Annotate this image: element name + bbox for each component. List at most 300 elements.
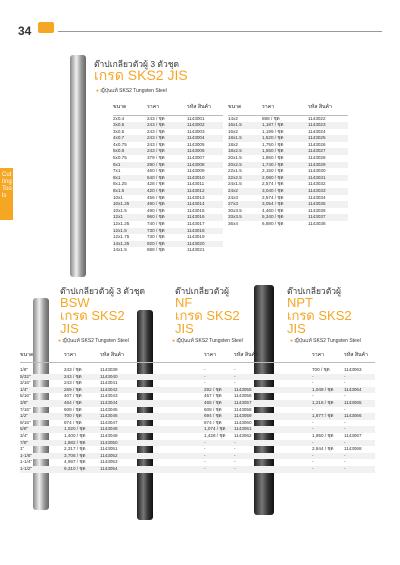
cell-code: 1143010 xyxy=(187,175,223,182)
cell-npt-code: - xyxy=(344,393,346,399)
table-row xyxy=(228,168,348,175)
table-row xyxy=(113,247,223,254)
cell-price: 1,187 / ชุด xyxy=(262,122,308,129)
page-number: 34 xyxy=(18,24,32,38)
cell-nf-price: - xyxy=(204,459,206,465)
cell-code: 1143013 xyxy=(187,194,205,200)
cell-size: 20x2.5 xyxy=(228,162,262,169)
cell-code: 1143009 xyxy=(187,168,205,174)
bsw-subtitle: ต๊าปเกลียวตัวผู้ 3 ตัวชุด xyxy=(60,286,146,296)
bsw-title: BSW xyxy=(60,295,90,310)
table-row xyxy=(228,195,348,202)
cell-size: 14x1.25 xyxy=(113,241,147,248)
table-row xyxy=(113,168,223,175)
cell-npt-price: 1,049 / ชุด xyxy=(312,387,344,394)
cell-size: 12x1.25 xyxy=(113,221,130,226)
cell-nf-code: - xyxy=(234,374,312,381)
cell-price: 3,040 / ชุด xyxy=(262,188,308,195)
top-section-note xyxy=(96,87,167,95)
bsw-note-text: ญี่ปุ่นแท้ SKS2 Tungsten Steel xyxy=(62,338,129,344)
cell-price: 243 / ชุด xyxy=(147,128,165,134)
cell-size: 18x1.5 xyxy=(228,135,262,142)
cell-code: 1143022 xyxy=(308,115,326,121)
cell-price: 1,850 / ชุด xyxy=(262,155,284,161)
cell-npt-code: - xyxy=(344,453,375,460)
cell-npt-code: - xyxy=(344,426,375,433)
cell-code: 1143033 xyxy=(308,188,348,195)
npt-note-text: ญี่ปุ่นแท้ SKS2 Tungsten Steel xyxy=(294,338,361,344)
cell-size: 20x1.5 xyxy=(228,155,242,161)
cell-size: 3/4" xyxy=(20,432,29,438)
cell-size: 7/16" xyxy=(20,406,31,412)
cell-npt-price: - xyxy=(312,374,344,381)
cell-bsw-code: 1143052 xyxy=(100,453,204,460)
cell-npt-price: - xyxy=(312,419,314,425)
cell-code: 1143018 xyxy=(187,228,223,235)
cell-npt-price: - xyxy=(312,426,344,433)
cell-nf-code: - xyxy=(234,367,236,372)
cell-npt-price: 2,944 / ชุด xyxy=(312,446,334,452)
cell-size: 7/8" xyxy=(20,440,64,447)
nf-standard: JIS xyxy=(175,321,194,336)
table-row xyxy=(20,440,375,447)
col-code-header: รหัส สินค้า xyxy=(308,100,348,115)
cell-bsw-code: 1143040 xyxy=(100,374,204,381)
cell-size: 10x1 xyxy=(113,194,123,200)
top-section-title: เกรด SKS2 JIS xyxy=(94,67,188,83)
table-row xyxy=(113,201,223,208)
bsw-standard: JIS xyxy=(60,321,79,336)
cell-nf-price: 1,428 / ชุด xyxy=(204,432,226,438)
cell-bsw-code: 1143047 xyxy=(100,419,118,425)
cell-code: 1143003 xyxy=(187,128,205,134)
cell-size: 5/8" xyxy=(20,426,64,433)
cell-size: 22x1.5 xyxy=(228,168,242,174)
cell-price: 2,574 / ชุด xyxy=(262,181,284,187)
cell-bsw-code: 1143050 xyxy=(100,440,204,447)
cell-nf-price: - xyxy=(204,367,206,372)
cell-price: 460 / ชุด xyxy=(147,168,165,174)
cell-code: 1143032 xyxy=(308,181,326,187)
brand-logo-icon xyxy=(38,22,54,33)
cell-price: 730 / ชุด xyxy=(147,234,165,240)
cell-code: 1143008 xyxy=(187,162,223,169)
table-row xyxy=(228,135,348,142)
col-size-header: ขนาด xyxy=(228,100,262,115)
cell-npt-code: - xyxy=(344,466,375,473)
nf-title: NF xyxy=(175,295,193,310)
cell-size: 22x2.5 xyxy=(228,175,262,182)
cell-price: 540 / ชุด xyxy=(147,175,187,182)
cell-nf-code: - xyxy=(234,440,312,447)
cell-bsw-code: 1143054 xyxy=(100,466,204,473)
col-bsw-code-header: รหัส สินค้า xyxy=(100,352,124,358)
cell-code: 1143026 xyxy=(308,141,326,147)
cell-bsw-price: 608 / ชุด xyxy=(64,406,82,412)
cell-price: 456 / ชุด xyxy=(147,194,165,200)
table-row xyxy=(113,181,223,188)
col-size-header: ขนาด xyxy=(113,100,147,115)
cell-nf-code: 1143061 xyxy=(234,426,312,433)
cell-size: 24x3 xyxy=(228,194,238,200)
cell-price: 243 / ชุด xyxy=(147,135,187,142)
cell-bsw-code: 1143041 xyxy=(100,380,118,386)
cell-nf-code: 1143058 xyxy=(234,406,252,412)
cell-npt-price: - xyxy=(312,406,314,412)
cell-size: 30x3.5 xyxy=(228,207,242,213)
table-row xyxy=(113,214,223,221)
cell-size: 4x0.7 xyxy=(113,135,147,142)
cell-npt-code: - xyxy=(344,380,346,386)
table-row xyxy=(20,407,375,414)
cell-size: 8x1 xyxy=(113,175,147,182)
cell-size: 24x1.5 xyxy=(228,181,242,187)
table-row xyxy=(20,387,375,394)
cell-code: 1143017 xyxy=(187,221,205,226)
cell-nf-code: 1143062 xyxy=(234,432,252,438)
nf-note-text: ญี่ปุ่นแท้ SKS2 Tungsten Steel xyxy=(176,338,243,344)
cell-nf-code: 1143056 xyxy=(234,393,252,399)
cell-bsw-code: 1143048 xyxy=(100,426,204,433)
cell-npt-code: 1143064 xyxy=(344,387,375,394)
cell-nf-code: 1143055 xyxy=(234,387,312,394)
bullet-icon: ● xyxy=(172,338,177,344)
cell-npt-price: - xyxy=(312,393,314,399)
cell-bsw-price: 700 / ชุด xyxy=(64,413,100,420)
cell-code: 1143001 xyxy=(187,115,205,121)
cell-code: 1143012 xyxy=(187,188,223,195)
table-row xyxy=(20,466,375,473)
cell-price: 243 / ชุด xyxy=(147,148,187,155)
top-note-text: ญี่ปุ่นแท้ SKS2 Tungsten Steel xyxy=(100,88,167,94)
cell-price: 920 / ชุด xyxy=(147,241,187,248)
cell-bsw-price: 2,317 / ชุด xyxy=(64,446,86,452)
cell-npt-code: 1143063 xyxy=(344,367,362,372)
cell-npt-code: - xyxy=(344,459,346,465)
cell-bsw-price: 1,020 / ชุด xyxy=(64,426,100,433)
cell-npt-code: - xyxy=(344,419,346,425)
cell-npt-code: 1143066 xyxy=(344,413,375,420)
table-row xyxy=(228,201,348,208)
cell-size: 12x1 xyxy=(113,214,147,221)
metric-table-left xyxy=(113,100,223,254)
cell-nf-price: 457 / ชุด xyxy=(204,393,222,399)
cell-price: 1,550 / ชุด xyxy=(262,148,308,155)
table-row xyxy=(113,155,223,162)
cell-nf-code: - xyxy=(234,459,236,465)
cell-price: 5,340 / ชุด xyxy=(262,214,308,221)
table-row xyxy=(228,188,348,195)
table-row xyxy=(228,175,348,182)
cell-bsw-price: 1,400 / ชุด xyxy=(64,432,86,438)
cell-bsw-price: 464 / ชุด xyxy=(64,400,100,407)
cell-size: 3/16" xyxy=(20,380,31,386)
cell-nf-price: - xyxy=(204,466,234,473)
cell-size: 12x1.5 xyxy=(113,228,147,235)
table-row xyxy=(20,367,375,374)
npt-grade: เกรด SKS2 xyxy=(287,308,352,323)
cell-npt-price: - xyxy=(312,466,344,473)
cell-price: 888 / ชุด xyxy=(147,247,165,253)
cell-npt-price: - xyxy=(312,380,314,386)
nf-subtitle: ต๊าปเกลียวตัวผู้ xyxy=(175,286,229,296)
cell-size: 5x0.8 xyxy=(113,148,147,155)
table-row xyxy=(113,234,223,241)
table-row xyxy=(20,374,375,381)
cell-size: 3x0.5 xyxy=(113,128,125,134)
cell-npt-price: 1,216 / ชุด xyxy=(312,400,344,407)
cell-size: 16x1.5 xyxy=(228,122,262,129)
bullet-icon: ● xyxy=(58,338,63,344)
cell-npt-price: - xyxy=(312,440,344,447)
cell-code: 1143019 xyxy=(187,234,205,240)
imperial-table xyxy=(20,367,375,473)
cell-size: 1/4" xyxy=(20,387,64,394)
cell-code: 1143027 xyxy=(308,148,348,155)
cell-nf-price: 1,074 / ชุด xyxy=(204,426,234,433)
npt-note xyxy=(290,337,361,345)
table-row xyxy=(113,208,223,215)
table-row xyxy=(113,135,223,142)
cell-bsw-price: 1,882 / ชุด xyxy=(64,440,100,447)
table-row xyxy=(113,221,223,228)
cell-npt-code: 1143067 xyxy=(344,432,362,438)
table-row xyxy=(20,393,375,400)
tap-set-image-metric xyxy=(70,55,86,277)
cell-code: 1143031 xyxy=(308,175,348,182)
cell-bsw-price: 243 / ชุด xyxy=(64,374,100,381)
table-row xyxy=(228,162,348,169)
cell-size: 3x0.5 xyxy=(113,122,147,129)
cell-nf-code: - xyxy=(234,466,312,473)
cell-price: 290 / ชุด xyxy=(147,162,187,169)
cell-bsw-code: 1143043 xyxy=(100,393,118,399)
cell-code: 1143036 xyxy=(308,207,326,213)
cell-size: 1/2" xyxy=(20,413,64,420)
cell-size: 8x1.25 xyxy=(113,181,127,187)
cell-price: 243 / ชุด xyxy=(147,141,165,147)
cell-size: 1/8" xyxy=(20,367,29,372)
table-row xyxy=(113,195,223,202)
cell-code: 1143021 xyxy=(187,247,205,253)
table-row xyxy=(228,129,348,136)
cell-size: 1-1/2" xyxy=(20,466,64,473)
cell-nf-price: - xyxy=(204,440,234,447)
cell-npt-price: 700 / ชุด xyxy=(312,367,330,372)
col-code-header: รหัส สินค้า xyxy=(187,100,223,115)
table-row xyxy=(20,426,375,433)
cell-bsw-code: 1143051 xyxy=(100,446,118,452)
cell-code: 1143020 xyxy=(187,241,223,248)
table-row xyxy=(228,148,348,155)
nf-note xyxy=(172,337,243,345)
cell-nf-price: - xyxy=(204,374,234,381)
cell-price: 379 / ชุด xyxy=(147,155,165,161)
cell-size: 4x0.75 xyxy=(113,141,127,147)
cell-code: 1143024 xyxy=(308,128,326,134)
bsw-grade: เกรด SKS2 xyxy=(60,308,125,323)
cell-size: 24x2 xyxy=(228,188,262,195)
bsw-note xyxy=(58,337,129,345)
cell-npt-price: - xyxy=(312,459,314,465)
cell-price: 888 / ชุด xyxy=(262,115,280,121)
cell-nf-price: 465 / ชุด xyxy=(204,400,234,407)
cell-npt-code: - xyxy=(344,406,346,412)
cell-npt-price: 1,877 / ชุด xyxy=(312,413,344,420)
cell-code: 1143015 xyxy=(187,207,205,213)
bullet-icon: ● xyxy=(96,88,101,94)
cell-nf-price: 608 / ชุด xyxy=(204,406,222,412)
cell-price: 420 / ชุด xyxy=(147,188,187,195)
bullet-icon: ● xyxy=(290,338,295,344)
cell-bsw-code: 1143039 xyxy=(100,367,118,372)
table-row xyxy=(20,453,375,460)
cell-price: 243 / ชุด xyxy=(147,122,187,129)
nf-grade: เกรด SKS2 xyxy=(175,308,240,323)
cell-bsw-code: 1143046 xyxy=(100,413,204,420)
header-divider xyxy=(58,31,382,32)
cell-code: 1143028 xyxy=(308,155,326,161)
cell-price: 490 / ชุด xyxy=(147,201,187,208)
cell-nf-code: 1143060 xyxy=(234,419,252,425)
col-nf-code-header: รหัส สินค้า xyxy=(234,352,258,358)
cell-code: 1143005 xyxy=(187,141,205,147)
cell-size: 14x2 xyxy=(228,115,238,121)
table-row xyxy=(113,188,223,195)
side-category-label: Cutting Tools xyxy=(2,172,12,199)
table-row xyxy=(113,142,223,149)
table-row xyxy=(20,413,375,420)
cell-nf-code: - xyxy=(234,446,236,452)
cell-bsw-price: 243 / ชุด xyxy=(64,380,82,386)
bottom-table-header xyxy=(20,345,375,363)
cell-nf-price: 292 / ชุด xyxy=(204,387,234,394)
col-bsw-price-header: ราคา xyxy=(64,352,77,358)
cell-bsw-price: 3,708 / ชุด xyxy=(64,453,100,460)
cell-code: 1143029 xyxy=(308,162,348,169)
cell-npt-price: 1,950 / ชุด xyxy=(312,432,334,438)
table-row xyxy=(113,129,223,136)
table-row xyxy=(20,380,375,387)
cell-price: 2,080 / ชุด xyxy=(262,175,308,182)
cell-code: 1143016 xyxy=(187,214,223,221)
cell-price: 243 / ชุด xyxy=(147,115,165,121)
cell-size: 9/16" xyxy=(20,419,31,425)
cell-code: 1143011 xyxy=(187,181,205,187)
cell-size: 27x3 xyxy=(228,201,262,208)
table-row xyxy=(228,122,348,129)
cell-size: 5x0.75 xyxy=(113,155,127,161)
table-row xyxy=(113,241,223,248)
cell-size: 1" xyxy=(20,446,25,452)
cell-code: 1143035 xyxy=(308,201,348,208)
cell-size: 8x1.5 xyxy=(113,188,147,195)
table-row xyxy=(228,142,348,149)
col-price-header: ราคา xyxy=(262,100,308,115)
cell-size: 10x1.25 xyxy=(113,201,147,208)
table-row xyxy=(113,175,223,182)
cell-code: 1143007 xyxy=(187,155,205,161)
cell-size: 5/32" xyxy=(20,374,64,381)
metric-table-right xyxy=(228,100,348,228)
cell-size: 1-1/8" xyxy=(20,453,64,460)
cell-price: 960 / ชุด xyxy=(147,214,187,221)
col-nf-price-header: ราคา xyxy=(204,352,217,358)
cell-code: 1143025 xyxy=(308,135,348,142)
cell-price: 4,460 / ชุด xyxy=(262,207,284,213)
cell-nf-price: - xyxy=(204,446,206,452)
cell-bsw-price: 269 / ชุด xyxy=(64,387,100,394)
cell-size: 3/8" xyxy=(20,400,64,407)
table-row xyxy=(20,433,375,440)
cell-bsw-price: 407 / ชุด xyxy=(64,393,82,399)
cell-code: 1143014 xyxy=(187,201,223,208)
cell-price: 740 / ชุด xyxy=(147,221,165,226)
cell-size: 36x4 xyxy=(228,221,238,226)
cell-size: 6x1 xyxy=(113,162,147,169)
cell-bsw-code: 1143053 xyxy=(100,459,118,465)
cell-size: 18x2 xyxy=(228,141,238,147)
cell-bsw-code: 1143045 xyxy=(100,406,118,412)
cell-npt-code: - xyxy=(344,440,375,447)
cell-nf-code: - xyxy=(234,380,236,386)
cell-code: 1143002 xyxy=(187,122,223,129)
cell-nf-price: - xyxy=(204,380,206,386)
cell-price: 2,574 / ชุด xyxy=(262,194,284,200)
cell-price: 490 / ชุด xyxy=(147,207,165,213)
cell-price: 1,750 / ชุด xyxy=(262,141,284,147)
cell-bsw-price: 4,997 / ชุด xyxy=(64,459,86,465)
cell-code: 1143038 xyxy=(308,221,326,226)
cell-code: 1143037 xyxy=(308,214,348,221)
table-row xyxy=(113,228,223,235)
cell-npt-code: 1143068 xyxy=(344,446,362,452)
cell-price: 428 / ชุด xyxy=(147,181,165,187)
cell-code: 1143034 xyxy=(308,194,326,200)
cell-price: 1,740 / ชุด xyxy=(262,162,308,169)
col-price-header: ราคา xyxy=(147,100,187,115)
top-section-subtitle: ต๊าปเกลียวตัวผู้ 3 ตัวชุด xyxy=(94,59,180,69)
table-row xyxy=(20,459,375,466)
cell-price: 6,880 / ชุด xyxy=(262,221,284,226)
cell-npt-code: - xyxy=(344,374,375,381)
cell-size: 12x1.75 xyxy=(113,234,130,240)
cell-bsw-price: 874 / ชุด xyxy=(64,419,82,425)
cell-size: 7x1 xyxy=(113,168,121,174)
table-row xyxy=(20,420,375,427)
cell-bsw-code: 1143042 xyxy=(100,387,204,394)
cell-nf-price: 694 / ชุด xyxy=(204,413,234,420)
npt-title: NPT xyxy=(287,295,313,310)
cell-npt-price: - xyxy=(312,453,344,460)
cell-size: 10x1.5 xyxy=(113,207,127,213)
cell-price: 1,199 / ชุด xyxy=(262,128,284,134)
cell-nf-code: 1143057 xyxy=(234,400,312,407)
cell-nf-code: - xyxy=(234,453,312,460)
npt-standard: JIS xyxy=(287,321,306,336)
table-row xyxy=(20,400,375,407)
cell-price: 2,150 / ชุด xyxy=(262,168,284,174)
table-row xyxy=(113,122,223,129)
table-row xyxy=(113,148,223,155)
cell-price: 730 / ชุด xyxy=(147,228,187,235)
cell-bsw-price: 9,310 / ชุด xyxy=(64,466,100,473)
cell-bsw-price: 243 / ชุด xyxy=(64,367,82,372)
table-row xyxy=(228,208,348,215)
table-row xyxy=(228,115,348,122)
table-row xyxy=(20,446,375,453)
col-size-header: ขนาด xyxy=(20,352,34,358)
